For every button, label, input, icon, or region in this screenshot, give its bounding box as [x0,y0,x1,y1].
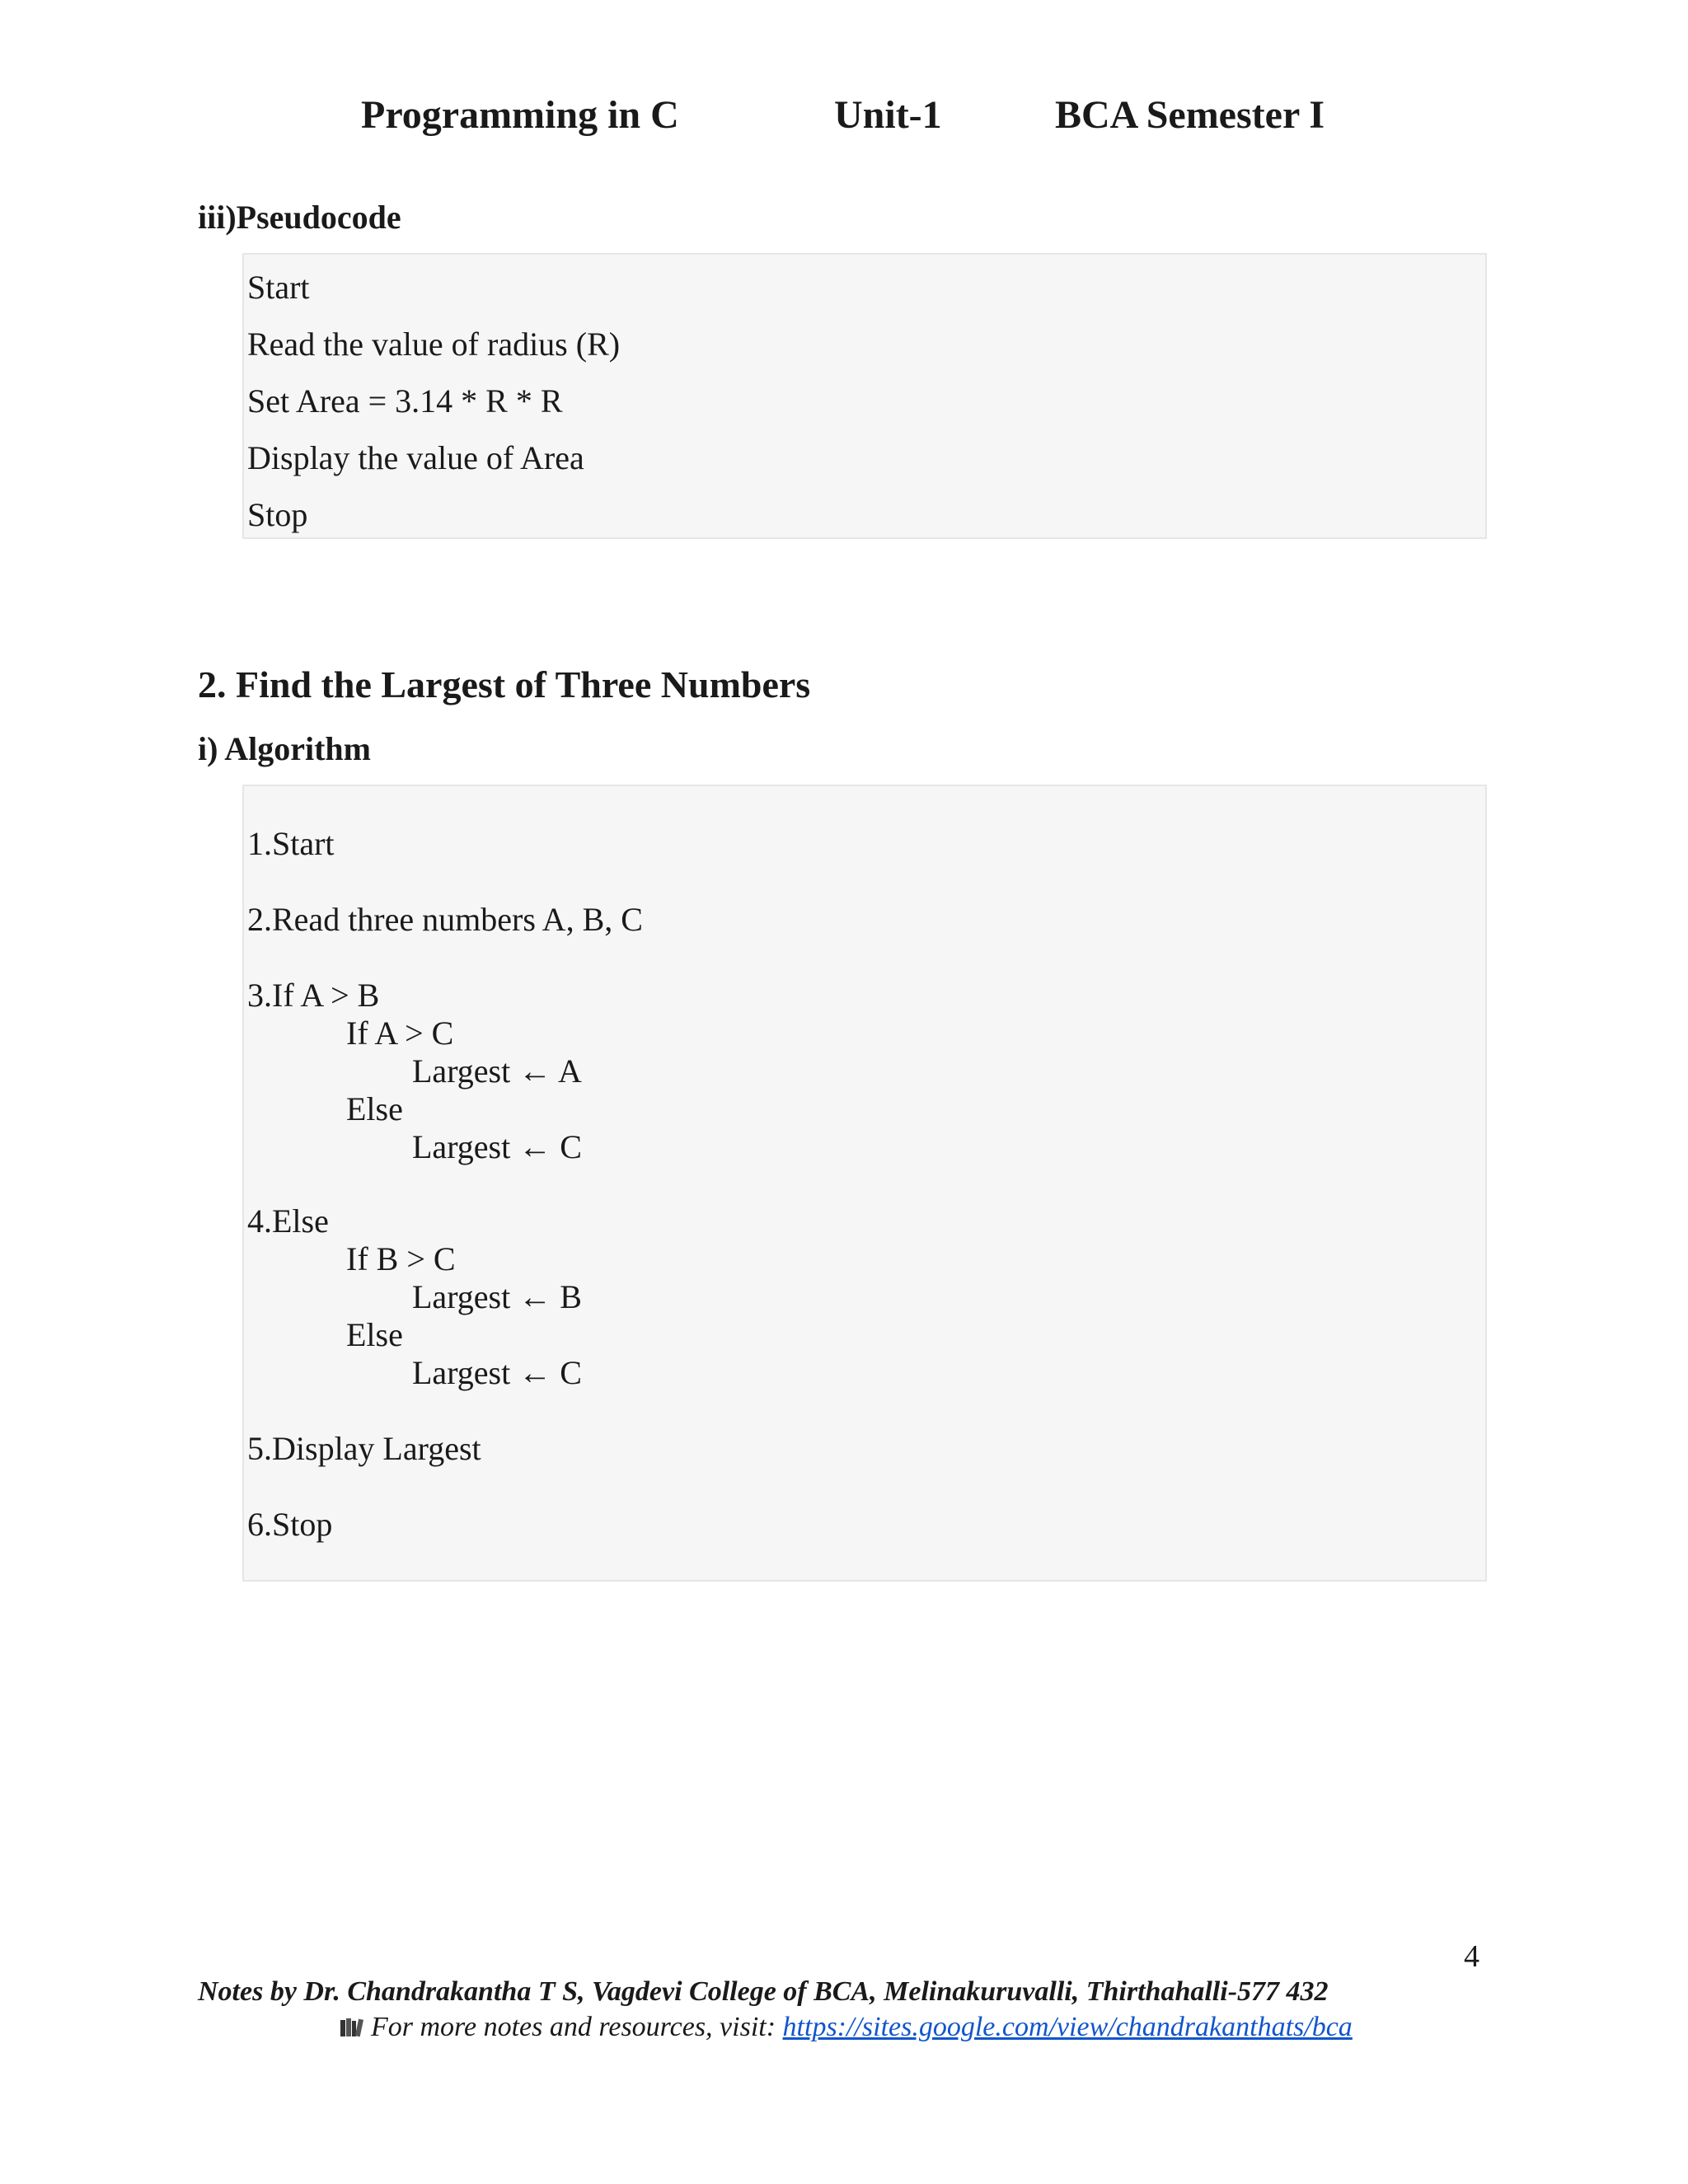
section-heading: 2. Find the Largest of Three Numbers [198,663,811,705]
footer-link[interactable]: https://sites.google.com/view/chandrakanthats/bca [782,2012,1353,2042]
footer-note: Notes by Dr. Chandrakantha T S, Vagdevi College of BCA, Melinakuruvalli, Thirthahalli-577 432 [198,1976,1329,2007]
algorithm-step: 6.Stop [247,1506,333,1543]
pseudocode-line: Read the value of radius (R) [247,326,621,363]
algorithm-step: Largest ← C [412,1128,582,1165]
page-header [0,92,1688,150]
algorithm-step: 3.If A > B [247,977,380,1014]
algorithm-heading: i) Algorithm [198,730,371,767]
header-course: Programming in C [361,93,679,137]
algorithm-step: Else [346,1090,403,1127]
algorithm-step: Largest ← A [412,1052,582,1090]
algorithm-step: If A > C [346,1015,454,1052]
pseudocode-line: Stop [247,496,308,533]
algorithm-step: 1.Start [247,825,335,862]
algorithm-step: Else [346,1316,403,1353]
algorithm-step: If B > C [346,1240,456,1277]
header-unit: Unit-1 [834,93,942,137]
algorithm-box [242,785,1487,1582]
footer-resources [340,2012,1353,2043]
pseudocode-line: Display the value of Area [247,439,584,476]
algorithm-step: 5.Display Largest [247,1430,481,1467]
pseudocode-box [242,253,1487,539]
algorithm-step: 2.Read three numbers A, B, C [247,901,643,938]
pseudocode-heading: iii)Pseudocode [198,199,401,236]
page-number: 4 [1464,1939,1479,1974]
pseudocode-line: Set Area = 3.14 * R * R [247,382,563,419]
header-semester: BCA Semester I [1055,93,1325,137]
algorithm-step: Largest ← B [412,1278,582,1315]
footer-visit-text: For more notes and resources, visit: [371,2012,783,2042]
algorithm-step: Largest ← C [412,1354,582,1391]
books-icon [340,2013,364,2033]
pseudocode-line: Start [247,269,310,306]
algorithm-step: 4.Else [247,1202,329,1240]
